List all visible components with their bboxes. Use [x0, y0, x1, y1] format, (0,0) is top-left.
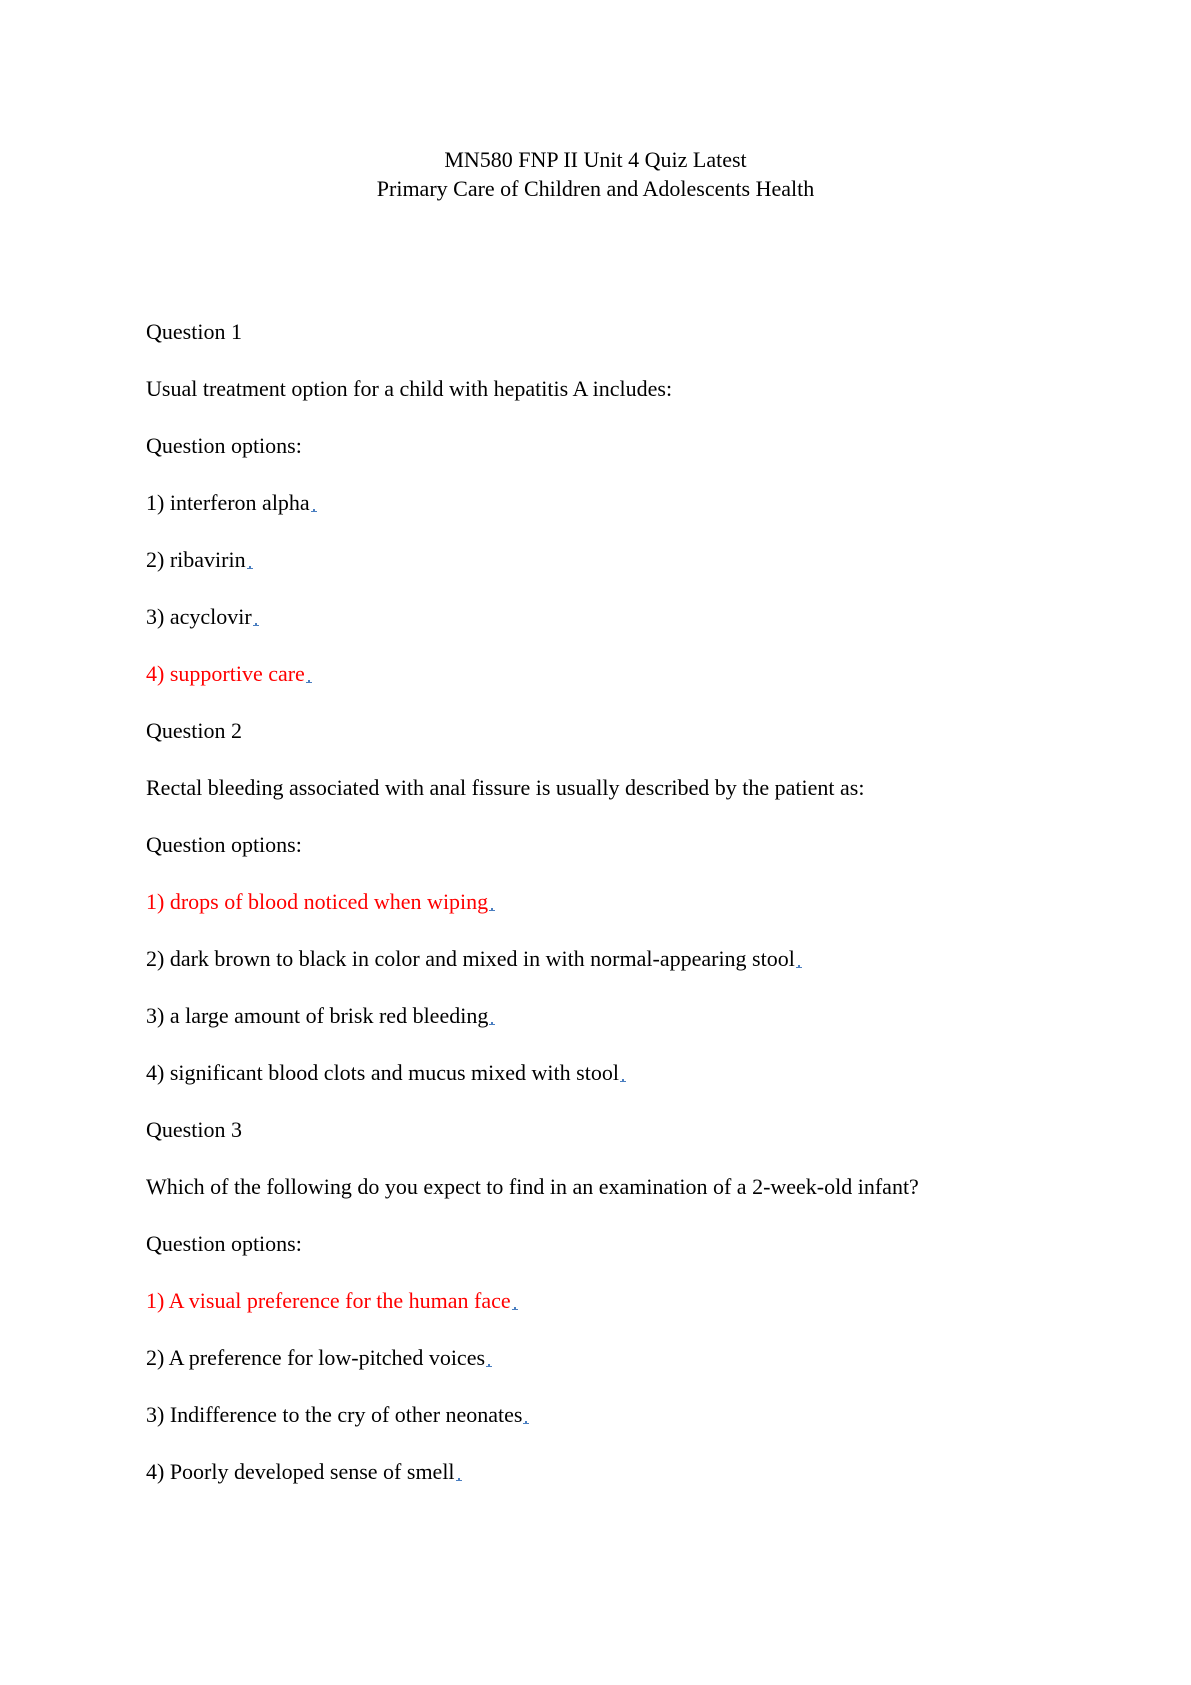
- option-text: 3) acyclovir: [146, 604, 252, 629]
- question-1-option-4-correct: [146, 660, 312, 688]
- option-text: 4) supportive care: [146, 661, 305, 686]
- option-text: 1) drops of blood noticed when wiping: [146, 889, 489, 914]
- option-text: 2) ribavirin: [146, 547, 246, 572]
- revision-mark-icon: [306, 668, 312, 683]
- question-2-option-2: [146, 945, 802, 973]
- document-title: MN580 FNP II Unit 4 Quiz Latest: [444, 147, 747, 172]
- revision-mark-icon: [489, 1010, 495, 1025]
- revision-mark-icon: [247, 554, 253, 569]
- question-2-prompt: Rectal bleeding associated with anal fissure is usually described by the patient as:: [146, 775, 865, 800]
- revision-mark-icon: [253, 611, 259, 626]
- question-3-option-4: [146, 1458, 462, 1486]
- revision-mark-icon: [489, 896, 495, 911]
- revision-mark-icon: [311, 497, 317, 512]
- question-2-options-label: Question options:: [146, 832, 302, 857]
- question-2-option-4: [146, 1059, 626, 1087]
- option-text: 4) significant blood clots and mucus mixed with stool: [146, 1060, 619, 1085]
- option-text: 4) Poorly developed sense of smell: [146, 1459, 455, 1484]
- question-1-option-2: [146, 546, 253, 574]
- revision-mark-icon: [796, 953, 802, 968]
- question-2-option-3: [146, 1002, 495, 1030]
- question-2-option-1-correct: [146, 888, 495, 916]
- question-3-options-label: Question options:: [146, 1231, 302, 1256]
- document-subtitle: Primary Care of Children and Adolescents Health: [376, 176, 815, 201]
- question-3-prompt: Which of the following do you expect to find in an examination of a 2-week-old infant?: [146, 1174, 919, 1199]
- question-1-option-1: [146, 489, 317, 517]
- question-1-prompt: Usual treatment option for a child with hepatitis A includes:: [146, 376, 673, 401]
- question-3-option-1-correct: [146, 1287, 518, 1315]
- question-3-option-2: [146, 1344, 492, 1372]
- option-text: 1) interferon alpha: [146, 490, 310, 515]
- question-1-option-3: [146, 603, 259, 631]
- revision-mark-icon: [456, 1466, 462, 1481]
- option-text: 3) Indifference to the cry of other neonates: [146, 1402, 523, 1427]
- option-text: 3) a large amount of brisk red bleeding: [146, 1003, 489, 1028]
- question-2-label: Question 2: [146, 718, 242, 743]
- option-text: 1) A visual preference for the human face: [146, 1288, 511, 1313]
- revision-mark-icon: [523, 1409, 529, 1424]
- question-1-label: Question 1: [146, 319, 242, 344]
- question-3-label: Question 3: [146, 1117, 242, 1142]
- revision-mark-icon: [620, 1067, 626, 1082]
- question-1-options-label: Question options:: [146, 433, 302, 458]
- revision-mark-icon: [486, 1352, 492, 1367]
- revision-mark-icon: [512, 1295, 518, 1310]
- option-text: 2) A preference for low-pitched voices: [146, 1345, 486, 1370]
- question-3-option-3: [146, 1401, 529, 1429]
- option-text: 2) dark brown to black in color and mixed in with normal-appearing stool: [146, 946, 795, 971]
